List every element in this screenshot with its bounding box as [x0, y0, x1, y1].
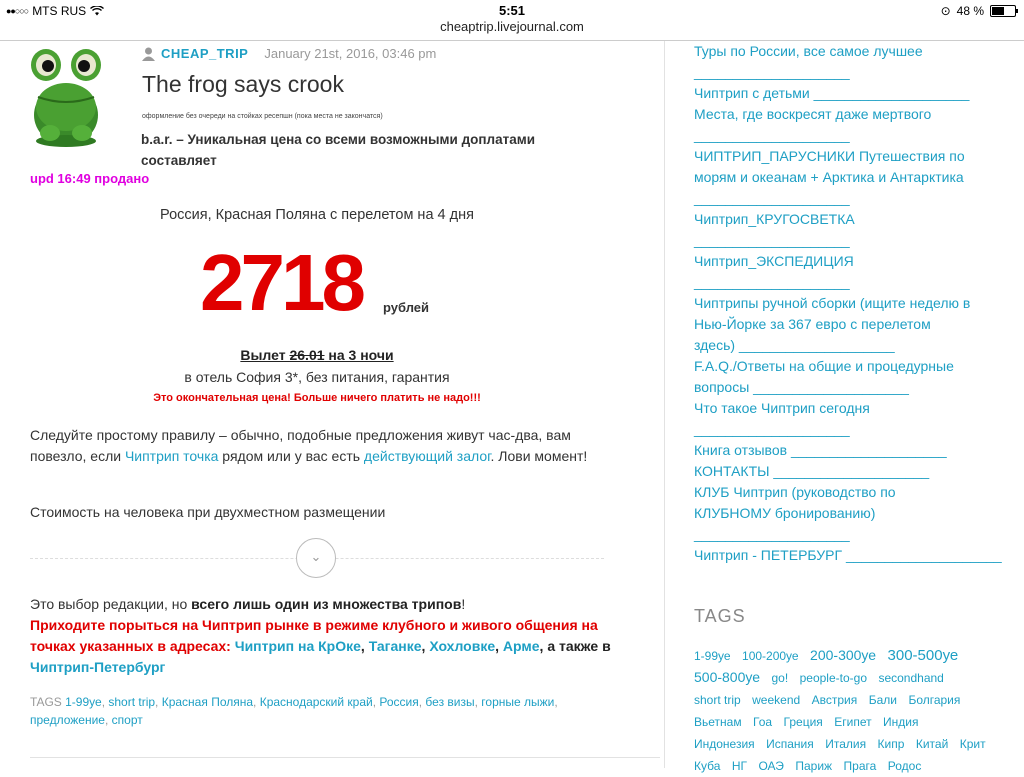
- sidebar-tags-heading: TAGS: [694, 606, 746, 626]
- column-divider: [664, 41, 665, 768]
- tag-cloud-link[interactable]: Куба: [694, 759, 721, 773]
- post-date: January 21st, 2016, 03:46 pm: [264, 46, 437, 61]
- post-tag-link[interactable]: предложение: [30, 713, 105, 727]
- author-link[interactable]: CHEAP_TRIP: [161, 46, 249, 61]
- sidebar-link[interactable]: ____________________: [694, 421, 850, 437]
- sidebar-link[interactable]: Места, где воскресят даже мертвого: [694, 106, 932, 122]
- sidebar-link[interactable]: ____________________: [694, 64, 850, 80]
- choice-text-a: Это выбор редакции, но: [30, 596, 192, 612]
- expand-button[interactable]: [296, 538, 336, 578]
- frog-userpic[interactable]: [28, 45, 104, 149]
- post-tag-link[interactable]: Красная Поляна: [161, 695, 254, 709]
- route-text: Россия, Красная Поляна с перелетом на 4 дня: [160, 207, 474, 223]
- editor-choice-paragraph: Это выбор редакции, но всего лишь один из множества трипов! Приходите порыться на Чиптрип рынке в режиме клубного и живого общения на точках указанных в адресах: Чиптрип на КрОке, Таганке, Хохловке, Арме, а также в Чиптрип-Петербург: [30, 596, 611, 675]
- spb-link[interactable]: Чиптрип-Петербург: [30, 659, 166, 675]
- sidebar-link[interactable]: Что такое Чиптрип сегодня: [694, 400, 870, 416]
- tag-cloud-link[interactable]: Вьетнам: [694, 715, 742, 729]
- tag-cloud-link[interactable]: Прага: [843, 759, 877, 773]
- tag-cloud-link[interactable]: Крит: [959, 737, 986, 751]
- tag-cloud-link[interactable]: Родос: [887, 759, 922, 773]
- sidebar-link[interactable]: ____________________: [694, 190, 850, 206]
- post-tag-link[interactable]: Россия: [379, 695, 419, 709]
- tag-cloud-link[interactable]: Индонезия: [694, 737, 755, 751]
- sidebar-link[interactable]: ____________________: [694, 232, 850, 248]
- tag-cloud-link[interactable]: people-to-go: [799, 671, 867, 685]
- tag-cloud-link[interactable]: ОАЭ: [758, 759, 784, 773]
- sidebar-link[interactable]: здесь) ____________________: [694, 337, 895, 353]
- post-tag-link[interactable]: спорт: [111, 713, 143, 727]
- tag-cloud-link[interactable]: Кипр: [877, 737, 905, 751]
- sidebar-link[interactable]: F.A.Q./Ответы на общие и процедурные: [694, 358, 954, 374]
- tag-cloud-link[interactable]: Испания: [766, 737, 814, 751]
- rule-text-b: рядом или у вас есть: [218, 448, 364, 464]
- post-tag-link[interactable]: без визы: [425, 695, 475, 709]
- tag-cloud-link[interactable]: 500-800уе: [694, 669, 761, 685]
- post-bottom-divider: [30, 757, 660, 758]
- tag-cloud-link[interactable]: 200-300уе: [810, 647, 877, 663]
- signal-icon: ●●○○○: [6, 6, 29, 16]
- choice-text-c: !: [461, 596, 466, 612]
- taganka-link[interactable]: Таганке: [368, 638, 422, 654]
- rotation-lock-icon: ⊙: [940, 4, 951, 18]
- tag-cloud-link[interactable]: Греция: [783, 715, 823, 729]
- user-icon: [142, 47, 155, 61]
- sidebar-link[interactable]: ____________________: [694, 127, 850, 143]
- hotel-text: в отель София 3*, без питания, гарантия: [184, 369, 450, 385]
- tag-cloud-link[interactable]: 300-500уе: [887, 647, 959, 664]
- tag-list: [30, 695, 558, 727]
- invite-text: Приходите порыться на Чиптрип рынке в режиме клубного и живого общения на точках указанных в адресах:: [30, 617, 598, 654]
- sidebar-link[interactable]: ____________________: [694, 526, 850, 542]
- sidebar-link[interactable]: КОНТАКТЫ ____________________: [694, 463, 930, 479]
- tag-cloud-link[interactable]: weekend: [752, 693, 801, 707]
- sidebar-link[interactable]: КЛУБ Чиптрип (руководство по: [694, 484, 896, 500]
- tag-cloud-link[interactable]: 1-99уе: [694, 649, 731, 663]
- choice-text-b: всего лишь один из множества трипов: [191, 596, 462, 612]
- tag-cloud-link[interactable]: Австрия: [811, 693, 858, 707]
- post-title[interactable]: The frog says crook: [142, 71, 344, 97]
- tag-separator: ,: [104, 713, 112, 727]
- departure-date: 26.01: [289, 347, 325, 363]
- sidebar-link[interactable]: Чиптрип с детьми ____________________: [694, 85, 970, 101]
- battery-info: [941, 4, 1016, 18]
- clock: 5:51: [498, 3, 526, 18]
- cost-note: Стоимость на человека при двухместном размещении: [30, 504, 386, 520]
- price-value: 2718: [200, 238, 362, 327]
- sidebar-links: [694, 41, 1014, 566]
- tag-cloud-link[interactable]: Гоа: [753, 715, 773, 729]
- battery-fill: [992, 7, 1004, 15]
- bar-text: b.a.r. – Уникальная цена со всеми возможными доплатами составляет: [141, 132, 536, 168]
- rule-text-a: Следуйте простому правилу – обычно, подобные предложения живут час-два, вам повезло, если: [30, 427, 571, 464]
- tag-separator: ,: [372, 695, 380, 709]
- deposit-link[interactable]: действующий залог: [363, 448, 491, 464]
- tag-cloud-link[interactable]: go!: [771, 671, 789, 685]
- sidebar-link[interactable]: ____________________: [694, 274, 850, 290]
- tag-separator: ,: [253, 695, 260, 709]
- krok-link[interactable]: Чиптрип на КрОке: [234, 638, 361, 654]
- tag-cloud-link[interactable]: Индия: [883, 715, 919, 729]
- post-tag-link[interactable]: горные лыжи: [481, 695, 555, 709]
- tag-cloud-link[interactable]: Италия: [825, 737, 867, 751]
- sidebar-link[interactable]: ЧИПТРИП_ПАРУСНИКИ Путешествия по: [694, 148, 965, 164]
- tag-cloud-link[interactable]: short trip: [694, 693, 741, 707]
- tags-label: TAGS: [30, 695, 66, 709]
- address-bar[interactable]: cheaptrip.livejournal.com: [440, 19, 584, 34]
- sidebar-link[interactable]: Чиптрип - ПЕТЕРБУРГ ____________________: [694, 547, 1002, 563]
- final-price-note: Это окончательная цена! Больше ничего платить не надо!!!: [153, 392, 481, 404]
- departure-label: Вылет: [240, 347, 290, 363]
- post-tag-link[interactable]: 1-99уе: [65, 695, 102, 709]
- rule-text-c: . Лови момент!: [490, 448, 588, 464]
- tag-separator: ,: [101, 695, 109, 709]
- tag-cloud-link[interactable]: НГ: [731, 759, 748, 773]
- also-text: , а также в: [539, 638, 611, 654]
- tag-separator: ,: [418, 695, 426, 709]
- carrier-name: MTS RUS: [32, 4, 87, 18]
- tag-cloud-link[interactable]: Бали: [868, 693, 897, 707]
- battery-percent: 48 %: [956, 4, 984, 18]
- post-tag-link[interactable]: short trip: [108, 695, 156, 709]
- post-tags: [30, 693, 630, 729]
- tag-cloud-link[interactable]: Египет: [834, 715, 872, 729]
- update-note: upd 16:49 продано: [30, 171, 150, 186]
- departure-text: [0, 347, 634, 363]
- rule-paragraph: [30, 425, 620, 467]
- post-tag-link[interactable]: Краснодарский край: [259, 695, 373, 709]
- tag-cloud-link[interactable]: secondhand: [878, 671, 944, 685]
- sidebar-link[interactable]: Книга отзывов ____________________: [694, 442, 947, 458]
- khokhlovka-link[interactable]: Хохловке: [429, 638, 496, 654]
- tag-cloud-link[interactable]: Париж: [795, 759, 833, 773]
- checkin-note: оформление без очереди на стойках ресепшн (пока места не закончатся): [142, 113, 383, 120]
- tag-separator: ,: [155, 695, 162, 709]
- sidebar-link[interactable]: вопросы ____________________: [694, 379, 909, 395]
- cheaptrip-point-link[interactable]: Чиптрип точка: [124, 448, 219, 464]
- post-meta: [142, 46, 436, 61]
- tag-cloud-link[interactable]: Китай: [915, 737, 949, 751]
- sidebar-link[interactable]: Чиптрипы ручной сборки (ищите неделю в: [694, 295, 971, 311]
- sidebar-link[interactable]: морям и океанам + Арктика и Антарктика: [694, 169, 964, 185]
- sidebar-link[interactable]: КЛУБНОМУ бронированию): [694, 505, 876, 521]
- post-column: [0, 41, 664, 768]
- tag-cloud: [694, 645, 994, 777]
- sidebar-link[interactable]: Чиптрип_ЭКСПЕДИЦИЯ: [694, 253, 854, 269]
- sidebar-link[interactable]: Нью-Йорке за 367 евро с перелетом: [694, 316, 931, 332]
- tag-cloud-link[interactable]: Болгария: [908, 693, 961, 707]
- departure-nights: на 3 ночи: [324, 347, 394, 363]
- tag-separator: ,: [474, 695, 482, 709]
- tag-separator: ,: [554, 695, 558, 709]
- chevron-down-icon: ⌄: [310, 549, 322, 564]
- sidebar-link[interactable]: Чиптрип_КРУГОСВЕТКА: [694, 211, 855, 227]
- arme-link[interactable]: Арме: [502, 638, 540, 654]
- price-currency: рублей: [383, 300, 430, 315]
- battery-icon: [990, 5, 1016, 17]
- sidebar-link[interactable]: Туры по России, все самое лучшее: [694, 43, 923, 59]
- tag-cloud-link[interactable]: 100-200уе: [742, 649, 799, 663]
